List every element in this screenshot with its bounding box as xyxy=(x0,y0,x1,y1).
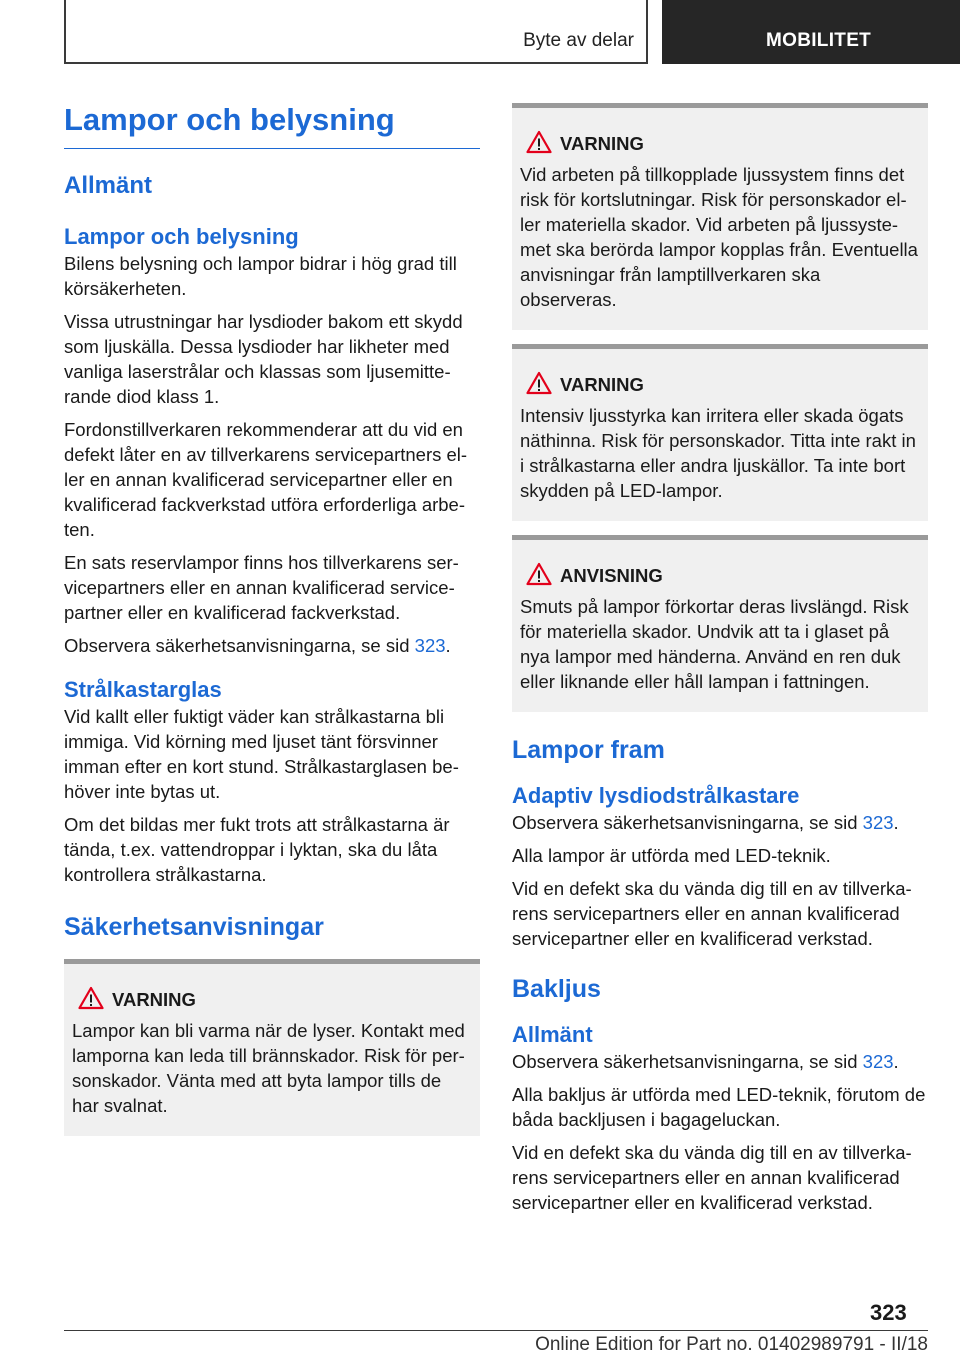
notice-label: ANVISNING xyxy=(560,565,663,586)
paragraph: Vid en defekt ska du vända dig till en av tillverkarens servicepartners eller en annan kvalificerad servicepartner eller en kvalificerad verkstad. xyxy=(512,1142,912,1213)
paragraph xyxy=(512,1049,928,1074)
heading-headlight-glass: Strålkastarglas xyxy=(64,677,222,702)
warning-title xyxy=(72,988,472,1012)
warning-title xyxy=(520,132,920,156)
paragraph: Vid en defekt ska du vända dig till en av tillverkarens servicepartners eller en annan kvalificerad servicepartner eller en kvalificerad verkstad. xyxy=(512,878,912,949)
text: Observera säkerhetsanvisningarna, se sid xyxy=(64,635,415,656)
right-column xyxy=(512,103,928,1215)
notice-text: Smuts på lampor förkortar deras livslängd. Risk för materiella skador. Undvik att ta i glaset på nya lampor med händerna. Använd en ren duk eller liknande eller håll lampan i fattningen. xyxy=(520,596,909,692)
paragraph: Fordonstillverkaren rekommenderar att du vid en defekt låter en av tillverkarens servicepartners eller en annan kvalificerad servicepartner eller en kvalificerad fackverkstad utföra erforderliga arbeten. xyxy=(64,419,468,540)
warning-label: VARNING xyxy=(112,989,196,1010)
paragraph: Vid kallt eller fuktigt väder kan strålkastarna bli immiga. Vid körning med ljuset tänt försvinner imman efter en kort stund. Strålkastarglasen behöver inte bytas ut. xyxy=(64,706,459,802)
warning-label: VARNING xyxy=(560,133,644,154)
paragraph: Om det bildas mer fukt trots att strålkastarna är tända, t.ex. vattendroppar i lyktan, ska du låta kontrollera strålkastarna. xyxy=(64,814,450,885)
paragraph xyxy=(512,810,928,835)
paragraph: Bilens belysning och lampor bidrar i hög grad till körsäkerheten. xyxy=(64,253,457,299)
heading-front-lamps: Lampor fram xyxy=(512,736,665,764)
header-section-title: Byte av delar xyxy=(523,30,634,51)
text: . xyxy=(445,635,451,656)
notice-title xyxy=(520,564,920,588)
paragraph: En sats reservlampor finns hos tillverkarens servicepartners eller en annan kvalificerad servicepartner eller en kvalificerad fackverkstad. xyxy=(64,552,459,623)
notice-box xyxy=(512,535,928,712)
warning-triangle-icon xyxy=(78,986,104,1010)
header-chapter-title: MOBILITET xyxy=(766,30,872,51)
page-link[interactable]: 323 xyxy=(862,812,894,833)
warning-text: Intensiv ljusstyrka kan irritera eller skada ögats näthinna. Risk för personskador. Titta inte rakt in i strålkastarna eller andra ljuskällor. Ta inte bort skydden på LED-lampor. xyxy=(520,405,916,501)
warning-text: Lampor kan bli varma när de lyser. Kontakt med lamporna kan leda till brännskador. Risk för personskador. Vänta med att byta lampor tills de har svalnat. xyxy=(72,1020,465,1116)
warning-triangle-icon xyxy=(526,130,552,154)
text: Observera säkerhetsanvisningarna, se sid xyxy=(512,1051,863,1072)
text: Observera säkerhetsanvisningarna, se sid xyxy=(512,812,863,833)
paragraph: Alla bakljus är utförda med LED-teknik, förutom de båda backljusen i bagageluckan. xyxy=(512,1084,926,1130)
header-chapter-tab xyxy=(662,0,960,64)
warning-box xyxy=(64,959,480,1136)
heading-adaptive-led: Adaptiv lysdiodstrålkastare xyxy=(512,783,800,808)
footer-divider xyxy=(64,1330,928,1331)
heading-rear-general: Allmänt xyxy=(512,1022,593,1047)
heading-rear-lights: Bakljus xyxy=(512,975,601,1003)
warning-triangle-icon xyxy=(526,371,552,395)
warning-text: Vid arbeten på tillkopplade ljussystem finns det risk för kortslutningar. Risk för personskador eller materiella skador. Vid arbeten på ljussystemet ska berörda lampor kopplas från. Eventuella anvisningar från lamptillverkaren ska observeras. xyxy=(520,164,918,310)
heading-general: Allmänt xyxy=(64,172,153,199)
header-section-box xyxy=(64,0,648,64)
page-link[interactable]: 323 xyxy=(414,635,446,656)
warning-triangle-icon xyxy=(526,562,552,586)
left-column xyxy=(64,100,480,1136)
heading-safety: Säkerhetsanvisningar xyxy=(64,913,324,941)
warning-box xyxy=(512,344,928,521)
footer-edition: Online Edition for Part no. 01402989791 - II/18 xyxy=(535,1334,928,1355)
paragraph: Vissa utrustningar har lysdioder bakom ett skydd som ljuskälla. Dessa lysdioder har likheter med vanliga laserstrålar och klassas som ljusemitterande diod klass 1. xyxy=(64,311,463,407)
warning-label: VARNING xyxy=(560,374,644,395)
warning-title xyxy=(520,373,920,397)
text: . xyxy=(893,812,899,833)
text: . xyxy=(893,1051,899,1072)
warning-box xyxy=(512,103,928,330)
page-link[interactable]: 323 xyxy=(862,1051,894,1072)
page-title: Lampor och belysning xyxy=(64,100,480,149)
heading-lamps: Lampor och belysning xyxy=(64,224,299,249)
paragraph: Alla lampor är utförda med LED-teknik. xyxy=(512,845,831,866)
page-number: 323 xyxy=(870,1300,907,1325)
paragraph xyxy=(64,633,480,658)
